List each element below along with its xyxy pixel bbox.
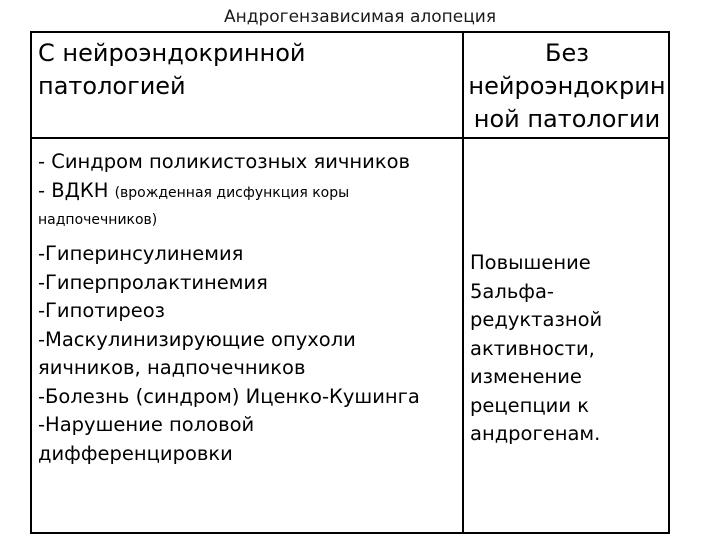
list-item: яичников, надпочечников bbox=[38, 356, 306, 379]
list-item: -Гиперпролактинемия bbox=[38, 270, 268, 294]
list-item: -Болезнь (синдром) Иценко-Кушинга bbox=[38, 384, 420, 408]
description-line: Повышение bbox=[470, 251, 591, 274]
header-left-line: С нейроэндокринной bbox=[38, 39, 306, 67]
list-item: -Маскулинизирующие опухоли bbox=[38, 327, 356, 351]
syndrome-block bbox=[38, 147, 410, 208]
header-left-cell bbox=[38, 37, 306, 103]
comparison-table bbox=[30, 31, 670, 534]
header-right-line: ной патологии bbox=[473, 105, 661, 133]
list-item: -Гиперинсулинемия bbox=[38, 242, 244, 265]
vdkn-note-continuation: надпочечников) bbox=[38, 212, 158, 228]
vdkn-label: - ВДКН bbox=[38, 179, 115, 202]
header-left-line: патологией bbox=[38, 72, 186, 100]
description-line: 5альфа- bbox=[470, 279, 554, 303]
description-line: рецепции к bbox=[470, 393, 589, 417]
syndrome-item: - Синдром поликистозных яичников bbox=[38, 150, 411, 173]
vdkn-note: (врожденная дисфункция коры bbox=[114, 185, 350, 201]
list-item: -Гипотиреоз bbox=[38, 299, 165, 322]
header-right-cell bbox=[464, 37, 670, 136]
header-right-line: Без bbox=[545, 39, 589, 67]
header-right-line: нейроэндокрин bbox=[468, 72, 666, 100]
page-title: Андрогензависимая алопеция bbox=[223, 7, 497, 27]
right-description bbox=[470, 249, 602, 449]
header-divider bbox=[32, 137, 668, 139]
description-line: андрогенам. bbox=[470, 422, 601, 445]
description-line: активности, bbox=[470, 336, 595, 360]
description-line: редуктазной bbox=[470, 308, 603, 331]
description-line: изменение bbox=[470, 365, 582, 388]
causes-list bbox=[38, 240, 420, 468]
vdkn-item bbox=[38, 176, 410, 208]
list-item: дифференцировки bbox=[38, 441, 233, 465]
list-item: -Нарушение половой bbox=[38, 413, 255, 436]
